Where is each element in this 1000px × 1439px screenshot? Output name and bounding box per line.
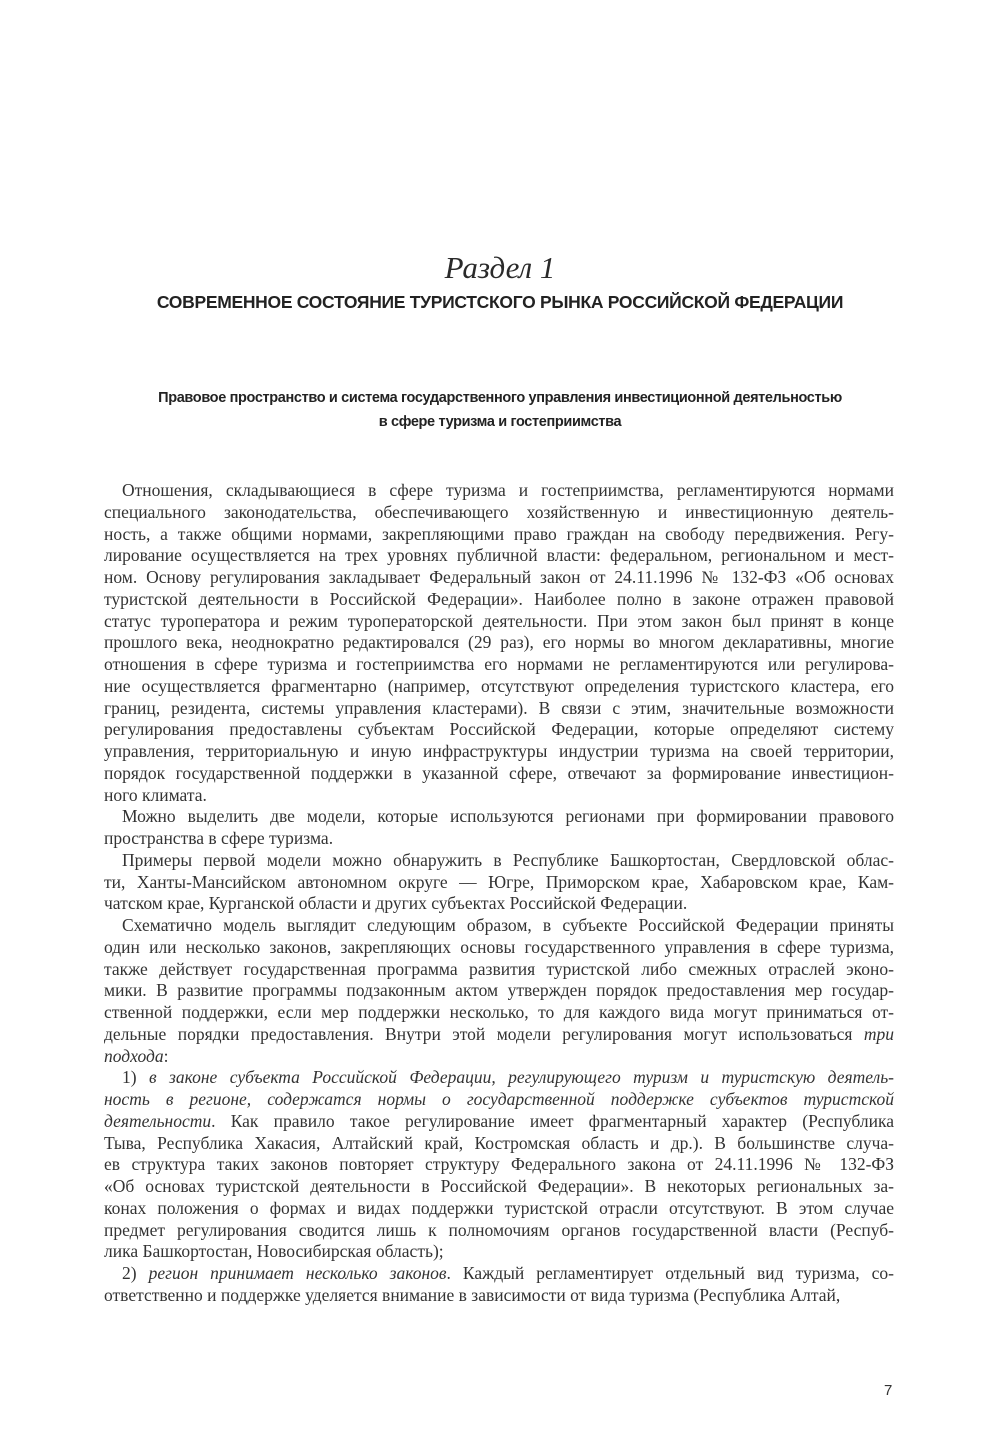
text-segment: дельные порядки предоставления. Внутри этой модели регулирования могут использоваться — [104, 1023, 864, 1044]
text-line: чатском крае, Курганской области и других субъектах Российской Федерации. — [104, 893, 688, 914]
text-line: также действует государственная программа развития туристской либо смежных отраслей эконо- — [104, 958, 894, 979]
text-line: ти, Ханты-Мансийском автономном округе — Югре, Приморском крае, Хабаровском крае, Кам- — [104, 871, 894, 892]
text-line — [104, 1111, 894, 1133]
paragraph — [104, 1067, 894, 1263]
text-line: управления, территориальную и иную инфраструктуры индустрии туризма на своей территории, — [104, 741, 894, 761]
italic-text: деятельности — [104, 1110, 212, 1131]
sub-heading — [100, 386, 900, 434]
text-line: «Об основах туристской деятельности в Российской Федерации». В некоторых региональных за- — [104, 1176, 894, 1196]
text-line: специального законодательства, обеспечивающего хозяйственную и инвестиционную деятель- — [104, 501, 894, 522]
text-line: мики. В развитие программы подзаконным актом утвержден порядок предоставления мер государ- — [104, 980, 894, 1001]
text-line: предмет регулирования сводится лишь к полномочиям органов государственной власти (Респуб- — [104, 1219, 894, 1240]
text-line: Отношения, складывающиеся в сфере туризма и гостеприимства, регламентируются нормами — [122, 480, 894, 500]
text-segment: 1) — [122, 1067, 149, 1088]
text-line: ответственно и поддержке уделяется внимание в зависимости от вида туризма (Республика Алтай, — [104, 1284, 841, 1305]
text-line: конах положения о формах и видах поддержки туристской отрасли отсутствуют. В этом случае — [104, 1197, 894, 1218]
text-line — [104, 1024, 894, 1046]
text-segment: : — [163, 1045, 169, 1066]
text-line: ность, а также общими нормами, закрепляющими право граждан на свободу передвижения. Регу- — [104, 523, 894, 544]
text-line: ном. Основу регулирования закладывает Федеральный закон от 24.11.1996 № 132-ФЗ «Об основах — [104, 567, 894, 587]
paragraph — [104, 1263, 894, 1307]
section-title: Раздел 1 — [444, 250, 556, 285]
text-line: лика Башкортостан, Новосибирская область); — [104, 1241, 444, 1262]
text-segment: . Как правило такое регулирование имеет фрагментарный характер (Республика — [211, 1110, 894, 1131]
page-number: 7 — [884, 1382, 893, 1399]
text-line: ственной поддержки, если мер поддержки несколько, то для каждого вида могут приниматься от- — [104, 1002, 894, 1022]
text-line — [104, 1046, 894, 1068]
text-line: один или несколько законов, закрепляющих основы государственного управления в сфере туризма, — [104, 936, 894, 957]
text-line: туристской деятельности в Российской Федерации». Наиболее полно в законе отражен правовой — [104, 588, 894, 609]
text-line: Схематично модель выглядит следующим образом, в субъекте Российской Федерации приняты — [122, 915, 894, 935]
text-line: статус туроператора и режим туроператорской деятельности. При этом закон был принят в конце — [104, 610, 894, 631]
text-line: прошлого века, неоднократно редактировался (29 раз), его нормы во многом декларативны, многие — [104, 632, 894, 653]
text-line: ев структура таких законов повторяет структуру Федерального закона от 24.11.1996 № 132-ФЗ — [104, 1154, 894, 1175]
text-line: отношения в сфере туризма и гостеприимства его нормами не регламентируются или регулирова- — [104, 654, 894, 674]
paragraph — [104, 806, 894, 850]
sub-heading-line: в сфере туризма и гостеприимства — [378, 414, 622, 430]
text-line: ного климата. — [104, 784, 207, 805]
text-line: Можно выделить две модели, которые используются регионами при формировании правового — [122, 806, 894, 827]
text-segment: . Каждый регламентирует отдельный вид туризма, со- — [446, 1263, 894, 1283]
chapter-heading: СОВРЕМЕННОЕ СОСТОЯНИЕ ТУРИСТСКОГО РЫНКА РОССИЙСКОЙ ФЕДЕРАЦИИ — [156, 292, 844, 312]
sub-heading-line: Правовое пространство и система государственного управления инвестиционной деятельностью — [158, 390, 842, 406]
text-line: порядок государственной поддержки в указанной сфере, отвечают за формирование инвестицион- — [104, 762, 894, 783]
paragraph — [104, 915, 894, 1067]
italic-text: подхода — [104, 1045, 164, 1066]
text-line — [104, 1067, 894, 1089]
text-line: границ, резидента, системы управления кластерами). В связи с этим, значительные возможности — [104, 697, 894, 718]
body-text — [104, 480, 894, 1307]
paragraph — [104, 850, 894, 915]
text-line — [104, 1089, 894, 1111]
italic-text: в законе субъекта Российской Федерации, регулирующего туризм и туристскую деятель- — [149, 1067, 895, 1088]
text-line: Тыва, Республика Хакасия, Алтайский край, Костромская область и др.). В большинстве случа- — [104, 1132, 894, 1153]
text-line: Примеры первой модели можно обнаружить в Республике Башкортостан, Свердловской облас- — [122, 849, 894, 870]
text-line — [104, 1263, 894, 1285]
text-line: пространства в сфере туризма. — [104, 828, 334, 848]
italic-text: три — [863, 1023, 894, 1044]
text-line: ние осуществляется фрагментарно (например, отсутствуют определения туристского кластера, его — [104, 675, 894, 696]
italic-text: ность в регионе, содержатся нормы о государственной поддержке субъектов туристской — [104, 1089, 894, 1109]
text-line: лирование осуществляется на трех уровнях публичной власти: федеральном, региональном и мест- — [104, 545, 894, 566]
italic-text: регион принимает несколько законов — [148, 1263, 447, 1283]
text-line: регулирования предоставлены субъектам Российской Федерации, которые определяют систему — [104, 719, 894, 740]
text-segment: 2) — [122, 1263, 149, 1283]
paragraph — [104, 480, 894, 806]
